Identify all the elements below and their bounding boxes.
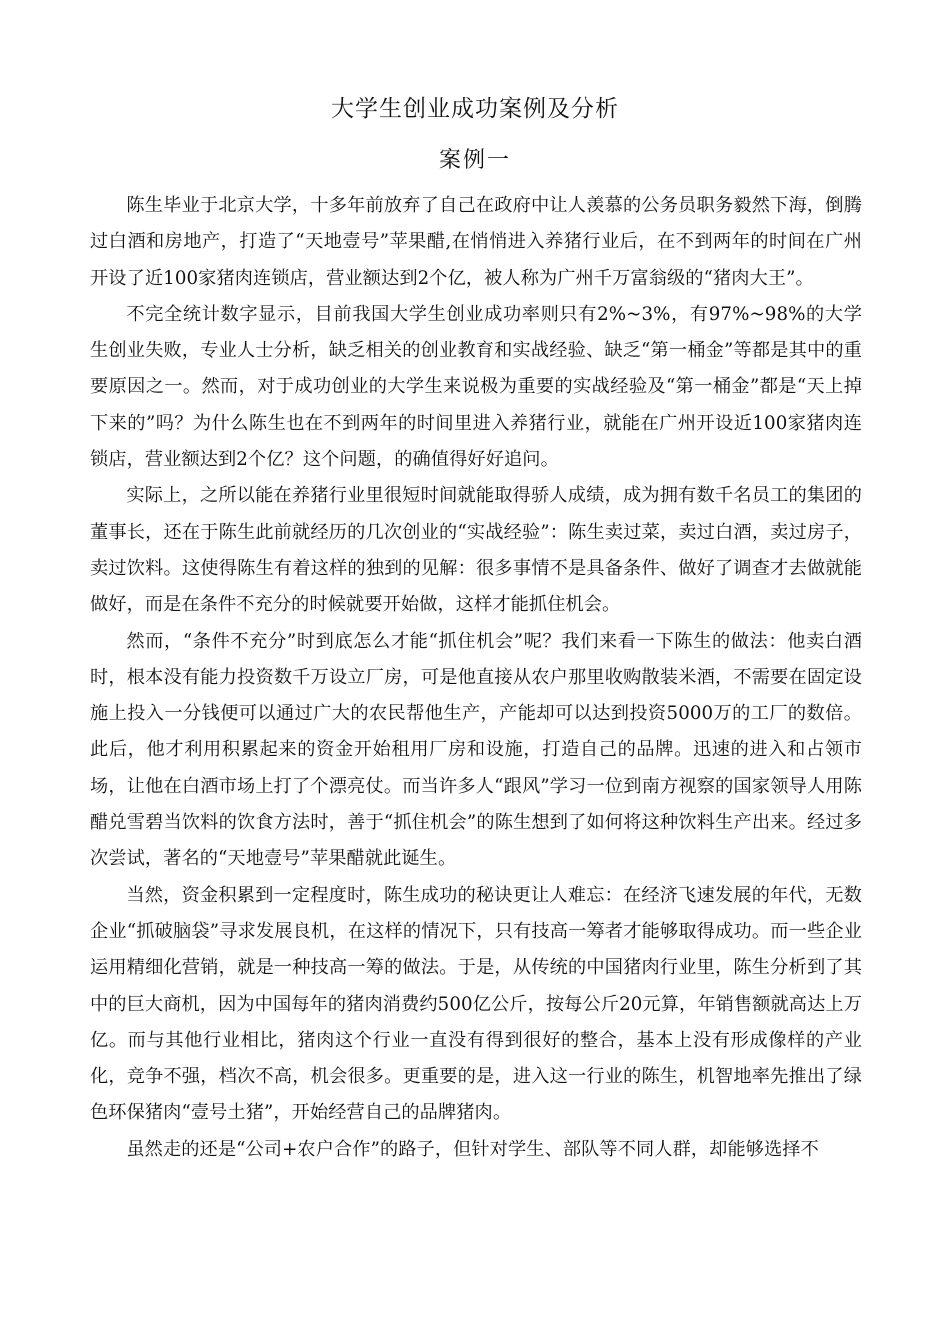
- document-body: [90, 188, 862, 1318]
- paragraph-6: 虽然走的还是“公司+农户合作”的路子，但针对学生、部队等不同人群，却能够选择不: [126, 1138, 819, 1160]
- paragraph-5: 当然，资金积累到一定程度时，陈生成功的秘诀更让人难忘：在经济飞速发展的年代，无数企业“抓破脑袋”寻求发展良机，在这样的情况下，只有技高一筹者才能够取得成功。而一些企业运用精细化营销，就是一种技高一筹的做法。于是，从传统的中国猪肉行业里，陈生分析到了其中的巨大商机，因为中国每年的猪肉消费约500亿公斤，按每公斤20元算，年销售额就高达上万亿。而与其他行业相比，猪肉这个行业一直没有得到很好的整合，基本上没有形成像样的产业化，竞争不强，档次不高，机会很多。更重要的是，进入这一行业的陈生，机智地率先推出了绿色环保猪肉“壹号土猪”，开始经营自己的品牌猪肉。: [90, 884, 862, 1124]
- paragraph-2: 不完全统计数字显示，目前我国大学生创业成功率则只有2%~3%，有97%~98%的大学生创业失败，专业人士分析，缺乏相关的创业教育和实战经验、缺乏“第一桶金”等都是其中的重要原因之一。然而，对于成功创业的大学生来说极为重要的实战经验及“第一桶金”都是“天上掉下来的”吗？为什么陈生也在不到两年的时间里进入养猪行业，就能在广州开设近100家猪肉连锁店，营业额达到2个亿？这个问题，的确值得好好追问。: [90, 303, 862, 471]
- document-title: 大学生创业成功案例及分析: [331, 96, 619, 122]
- paragraph-4: 然而，“条件不充分”时到底怎么才能“抓住机会”呢？我们来看一下陈生的做法：他卖白酒时，根本没有能力投资数千万设立厂房，可是他直接从农户那里收购散装米酒，不需要在固定设施上投入一分钱便可以通过广大的农民帮他生产，产能却可以达到投资5000万的工厂的数倍。此后，他才利用积累起来的资金开始租用厂房和设施，打造自己的品牌。迅速的进入和占领市场，让他在白酒市场上打了个漂亮仗。而当许多人“跟风”学习一位到南方视察的国家领导人用陈醋兑雪碧当饮料的饮食方法时，善于“抓住机会”的陈生想到了如何将这种饮料生产出来。经过多次尝试，著名的“天地壹号”苹果醋就此诞生。: [90, 630, 862, 870]
- paragraph-3: 实际上，之所以能在养猪行业里很短时间就能取得骄人成绩，成为拥有数千名员工的集团的董事长，还在于陈生此前就经历的几次创业的“实战经验”：陈生卖过菜，卖过白酒，卖过房子，卖过饮料。这使得陈生有着这样的独到的见解：很多事情不是具备条件、做好了调查才去做就能做好，而是在条件不充分的时候就要开始做，这样才能抓住机会。: [90, 485, 862, 616]
- paragraph-1: 陈生毕业于北京大学，十多年前放弃了自己在政府中让人羡慕的公务员职务毅然下海，倒腾过白酒和房地产，打造了“天地壹号”苹果醋,在悄悄进入养猪行业后，在不到两年的时间在广州开设了近100家猪肉连锁店，营业额达到2个亿，被人称为广州千万富翁级的“猪肉大王”。: [90, 195, 862, 289]
- case-heading: 案例一: [438, 148, 511, 173]
